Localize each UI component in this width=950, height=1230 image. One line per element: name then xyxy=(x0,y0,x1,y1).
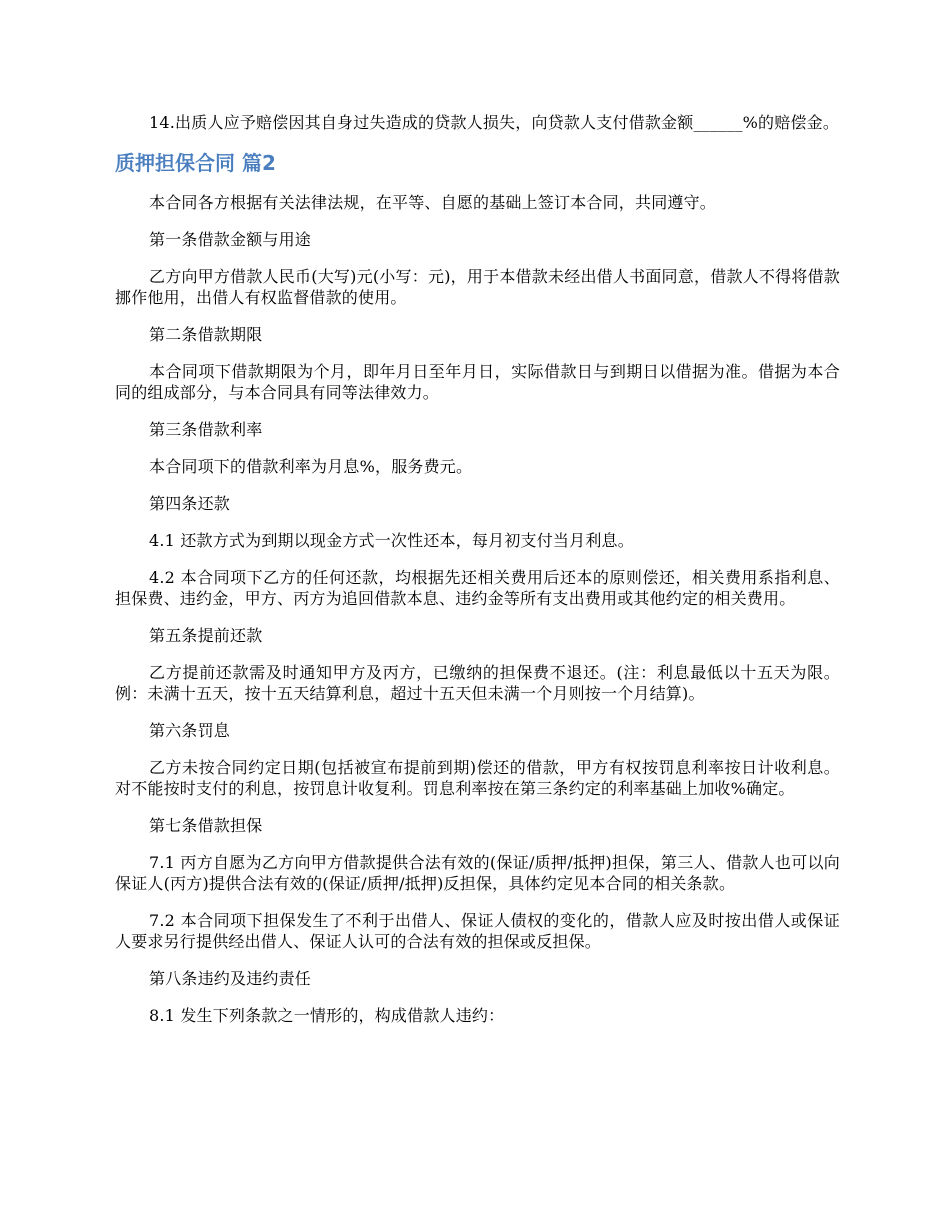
article-1-title: 第一条借款金额与用途 xyxy=(149,230,312,249)
article-5-title: 第五条提前还款 xyxy=(149,626,263,645)
article-2-body: 本合同项下借款期限为个月，即年月日至年月日，实际借款日与到期日以借据为准。借据为本合同的组成部分，与本合同具有同等法律效力。 xyxy=(115,362,840,402)
clause-4-2-paragraph: 4.2 本合同项下乙方的任何还款，均根据先还相关费用后还本的原则偿还，相关费用系指利息、担保费、违约金，甲方、丙方为追回借款本息、违约金等所有支出费用或其他约定的相关费用。 xyxy=(115,568,840,608)
preamble-paragraph: 本合同各方根据有关法律法规，在平等、自愿的基础上签订本合同，共同遵守。 xyxy=(149,193,717,212)
article-1-body: 乙方向甲方借款人民币(大写)元(小写：元)，用于本借款未经出借人书面同意，借款人不得将借款挪作他用，出借人有权监督借款的使用。 xyxy=(115,267,840,307)
section-heading: 质押担保合同 篇2 xyxy=(115,151,276,175)
article-3-title: 第三条借款利率 xyxy=(149,420,263,439)
article-8-title: 第八条违约及违约责任 xyxy=(149,969,312,988)
document-body xyxy=(115,112,840,1026)
clause-14-paragraph: 14.出质人应予赔偿因其自身过失造成的贷款人损失，向贷款人支付借款金额______%的赔偿金。 xyxy=(149,113,840,132)
article-4-title: 第四条还款 xyxy=(149,494,231,513)
article-6-title: 第六条罚息 xyxy=(149,721,231,740)
clause-7-1-paragraph: 7.1 丙方自愿为乙方向甲方借款提供合法有效的(保证/质押/抵押)担保，第三人、借款人也可以向保证人(丙方)提供合法有效的(保证/质押/抵押)反担保，具体约定见本合同的相关条款。 xyxy=(115,853,840,893)
clause-8-1-paragraph: 8.1 发生下列条款之一情形的，构成借款人违约： xyxy=(149,1006,505,1025)
article-2-title: 第二条借款期限 xyxy=(149,325,263,344)
clause-4-1-paragraph: 4.1 还款方式为到期以现金方式一次性还本，每月初支付当月利息。 xyxy=(149,531,634,550)
article-5-body: 乙方提前还款需及时通知甲方及丙方，已缴纳的担保费不退还。(注：利息最低以十五天为限。例：未满十五天，按十五天结算利息，超过十五天但未满一个月则按一个月结算)。 xyxy=(115,663,840,703)
article-3-body: 本合同项下的借款利率为月息%，服务费元。 xyxy=(149,457,473,476)
article-7-title: 第七条借款担保 xyxy=(149,816,263,835)
clause-7-2-paragraph: 7.2 本合同项下担保发生了不利于出借人、保证人债权的变化的，借款人应及时按出借人或保证人要求另行提供经出借人、保证人认可的合法有效的担保或反担保。 xyxy=(115,911,840,951)
article-6-body: 乙方未按合同约定日期(包括被宣布提前到期)偿还的借款，甲方有权按罚息利率按日计收利息。对不能按时支付的利息，按罚息计收复利。罚息利率按在第三条约定的利率基础上加收%确定。 xyxy=(115,758,840,798)
